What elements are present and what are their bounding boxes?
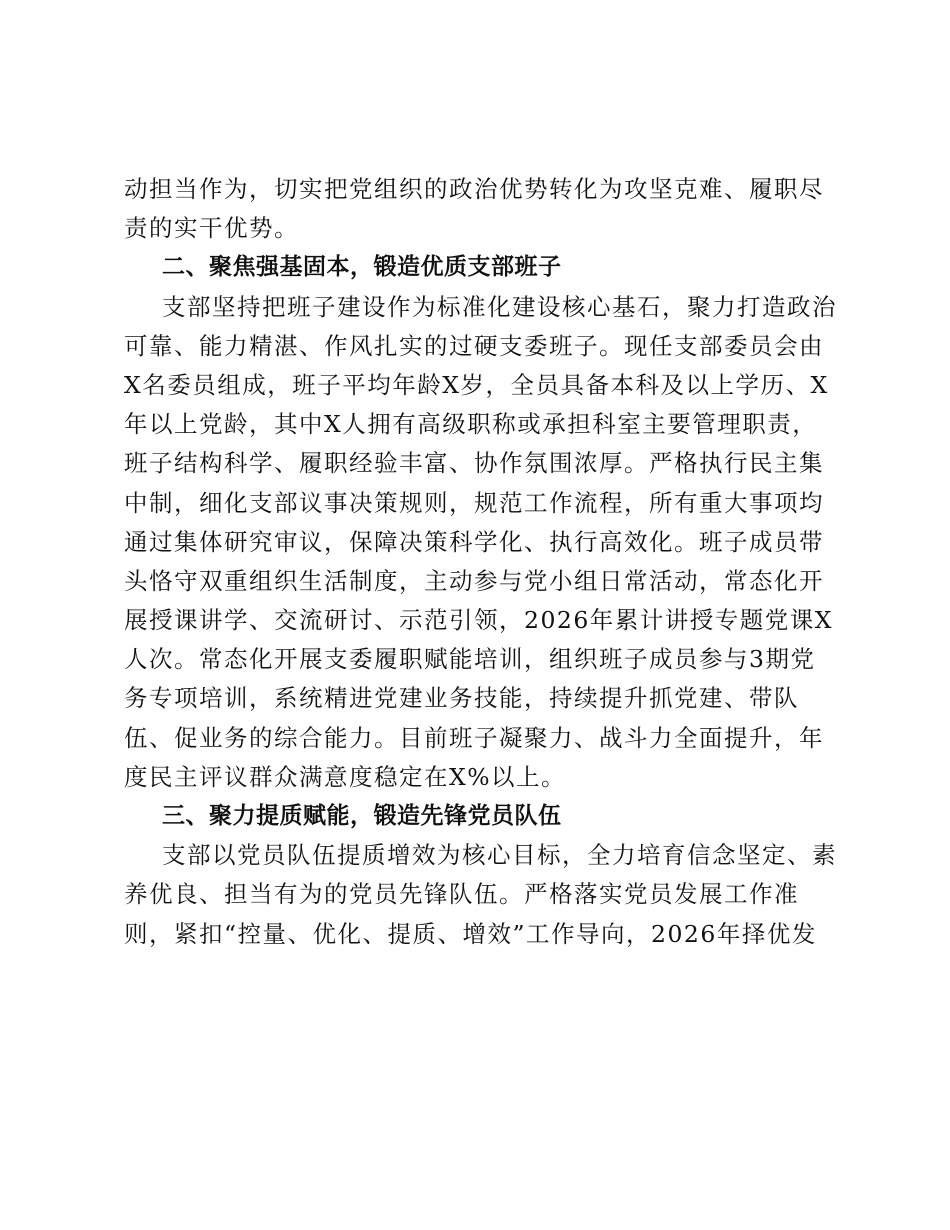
paragraph-line: 头恪守双重组织生活制度，主动参与党小组日常活动，常态化开 <box>124 566 824 595</box>
document-page <box>124 170 837 954</box>
paragraph-line: 支部坚持把班子建设作为标准化建设核心基石，聚力打造政治 <box>162 292 837 321</box>
paragraph-line: 年以上党龄，其中X人拥有高级职称或承担科室主要管理职责， <box>124 410 818 439</box>
paragraph-line: 中制，细化支部议事决策规则，规范工作流程，所有重大事项均 <box>124 488 824 517</box>
paragraph-line: 通过集体研究审议，保障决策科学化、执行高效化。班子成员带 <box>124 527 824 556</box>
paragraph-line: 班子结构科学、履职经验丰富、协作氛围浓厚。严格执行民主集 <box>124 449 824 478</box>
paragraph-line: 则，紧扣“控量、优化、提质、增效”工作导向，2026年择优发 <box>124 919 817 948</box>
paragraph-line: 展授课讲学、交流研讨、示范引领，2026年累计讲授专题党课X <box>124 606 834 635</box>
paragraph-line: 支部以党员队伍提质增效为核心目标，全力培育信念坚定、素 <box>162 841 837 870</box>
paragraph-line: 务专项培训，系统精进党建业务技能，持续提升抓党建、带队 <box>124 684 799 713</box>
paragraph-line: 可靠、能力精湛、作风扎实的过硬支委班子。现任支部委员会由 <box>124 331 824 360</box>
body-line-1: 动担当作为，切实把党组织的政治优势转化为攻坚克难、履职尽 <box>124 175 824 203</box>
paragraph-line: 养优良、担当有为的党员先锋队伍。严格落实党员发展工作准 <box>124 880 799 909</box>
section-heading-2: 二、聚焦强基固本，锻造优质支部班子 <box>162 254 562 281</box>
paragraph-line: 人次。常态化开展支委履职赋能培训，组织班子成员参与3期党 <box>124 645 816 674</box>
paragraph-line: 度民主评议群众满意度稳定在X%以上。 <box>124 762 567 791</box>
paragraph-line: 伍、促业务的综合能力。目前班子凝聚力、战斗力全面提升，年 <box>124 723 824 752</box>
section-heading-3: 三、聚力提质赋能，锻造先锋党员队伍 <box>162 803 562 829</box>
paragraph-line: X名委员组成，班子平均年龄X岁，全员具备本科及以上学历、X <box>124 370 829 399</box>
body-line-2: 责的实干优势。 <box>124 214 299 243</box>
